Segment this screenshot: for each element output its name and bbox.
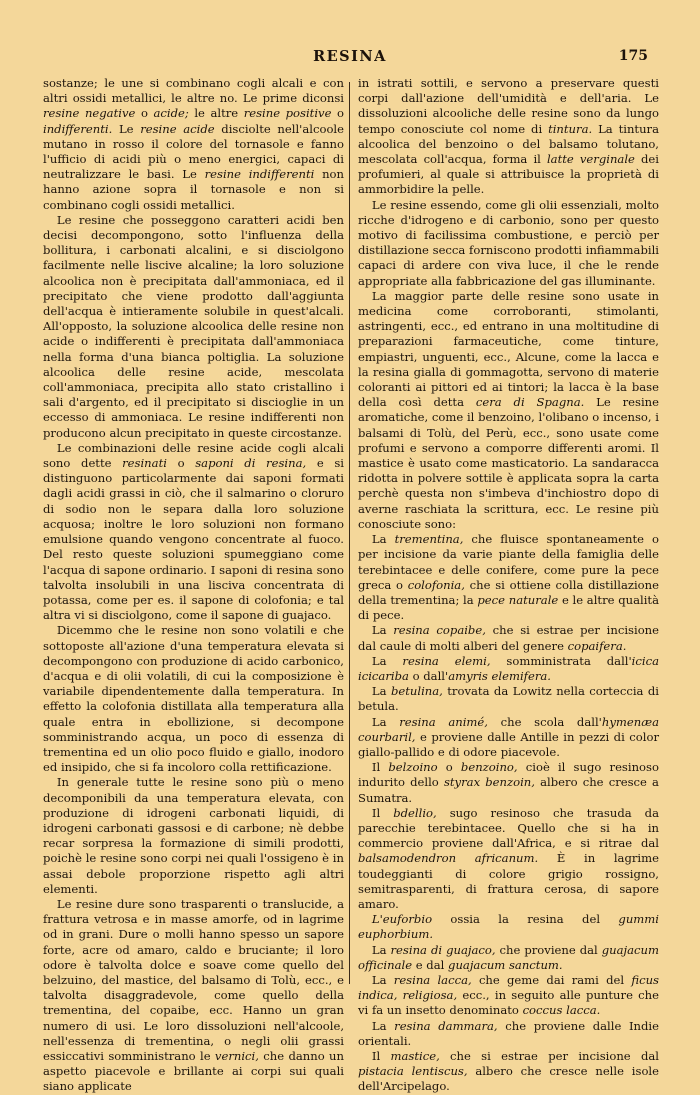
emphasis-run: tintura. — [548, 121, 593, 136]
paragraph — [358, 654, 659, 684]
text-run: ossia la resina del — [432, 912, 619, 927]
paragraph — [358, 715, 659, 761]
emphasis-run: mastice, — [390, 1049, 440, 1063]
text-run: e dal — [412, 957, 449, 972]
text-run: o dall' — [408, 668, 449, 683]
text-run: disciolte nell'alcoole mutano in rosso il colore del tornasole e fanno l'ufficio di acidi più o meno energici, capaci di neutralizzare le basi. Le — [43, 121, 344, 182]
text-run: non hanno azione sopra il tornasole e non si combinano cogli ossidi metallici. — [43, 167, 344, 212]
emphasis-run: benzoino, — [460, 760, 518, 775]
paragraph — [358, 623, 659, 653]
text-run: La — [371, 1018, 395, 1033]
text-run: somministrata dall' — [490, 653, 632, 668]
emphasis-run: guajacum sanctum. — [448, 957, 563, 972]
emphasis-run: coccus lacca. — [522, 1003, 601, 1018]
emphasis-run: resine acide — [140, 121, 215, 136]
text-run: trovata da Lowitz nella corteccia di betula. — [358, 684, 659, 714]
text-run: e si distinguono particolarmente dai saponi formati dagli acidi grassi in ciò, che il salmarino o cloruro di sodio non le separa dalla loro soluzione acquosa; inoltre le loro soluzioni non formano emulsione quando vengono concentrate al fuoco. Del resto queste soluzioni spumeggiano come l'acqua di sapone ordinario. I saponi di resina sono talvolta insolubili in una lisciva concentrata di potassa, come per es. il sapone di colofonia; e tal altra vi si disciolgono, come il sapone di guajaco. — [43, 456, 344, 623]
emphasis-run: acide; — [153, 106, 189, 121]
text-run: Le resine che posseggono caratteri acidi ben decisi decompongono, sotto l'influenza della bollitura, i carbonati alcalini, e si disciolgono facilmente nelle liscive alcaline; la loro soluzione alcoolica non è precipitata dall'ammoniaca, ed il precipitato che viene prodotto dall'aggiunta dell'acqua è intieramente solubile in quest'alcali. All'opposto, la soluzione alcoolica delle resine non acide o indifferenti è precipitata dall'ammoniaca nella forma d'una bianca poltiglia. La soluzione alcoolica delle resine acide, mescolata coll'ammoniaca, precipita allo stato cristallino i sali d'argento, ed il precipitato si discioglie in un eccesso di ammoniaca. Le resine indifferenti non producono alcun precipitato in queste circostanze. — [43, 212, 344, 440]
paragraph — [43, 76, 344, 213]
paragraph — [358, 532, 659, 623]
text-run: La — [371, 623, 394, 638]
text-run: le altre — [188, 106, 244, 121]
paragraph — [358, 943, 659, 973]
emphasis-run: hymenæa courbaril, — [358, 714, 660, 744]
emphasis-run: resina copaibe, — [393, 623, 486, 638]
emphasis-run: belzoino — [388, 760, 438, 775]
paragraph — [358, 912, 659, 942]
emphasis-run: resina elemi, — [402, 653, 491, 668]
emphasis-run: amyris elemifera. — [448, 668, 551, 683]
emphasis-run: gummi euphorbium. — [358, 912, 659, 942]
text-run: Il — [371, 805, 394, 820]
text-run: che proviene dalle Indie orientali. — [358, 1018, 660, 1048]
emphasis-run: vernici, — [214, 1049, 259, 1063]
text-run: In generale tutte le resine sono più o meno decomponibili da una temperatura elevata, con produzione di idrogeni carbonati liquidi, di idrogeni carbonati gassosi e di carbone; nè debbe recar sorpresa la formazione di simili prodotti, poichè le resine sono corpi nei quali l'ossigeno è in assai debole proporzione rispetto agli altri elementi. — [43, 775, 344, 896]
text-run: albero che cresce nelle isole dell'Arcipelago. — [358, 1064, 660, 1094]
emphasis-run: styrax benzoin, — [443, 775, 535, 790]
paragraph — [358, 684, 659, 714]
text-run: e proviene dalle Antille in pezzi di color giallo-pallido e di odore piacevole. — [358, 729, 659, 759]
text-run: o — [166, 456, 196, 471]
header-title: RESINA — [313, 48, 387, 65]
paragraph — [43, 623, 344, 775]
text-run: Dicemmo che le resine non sono volatili e che sottoposte all'azione d'una temperatura elevata si decompongono con produzione di acido carbonico, d'acqua e di olii volatili, di cui la composizione è variabile dipendentemente dalla temperatura. In effetto la colofonia distillata alla temperatura alla quale entra in ebollizione, si decompone somministrando acqua, un poco di essenza di trementina ed un olio poco fluido e giallo, inodoro ed insipido, che si fa incoloro colla rettificazione. — [43, 623, 344, 775]
emphasis-run: resina lacca, — [393, 972, 472, 987]
paragraph — [43, 441, 344, 623]
emphasis-run: resina animé, — [399, 714, 488, 729]
text-run: La — [371, 942, 391, 957]
text-run: Il — [371, 760, 389, 775]
emphasis-run: resine indifferenti — [204, 167, 315, 182]
emphasis-run: cera di Spagna. — [475, 395, 585, 410]
text-run: La — [371, 684, 391, 699]
text-run: che si estrae per incisione dal — [439, 1049, 659, 1063]
paragraph — [43, 775, 344, 897]
paragraph — [43, 213, 344, 441]
page-number: 175 — [618, 48, 648, 64]
text-run: Le combinazioni delle resine acide cogli alcali sono dette — [43, 440, 344, 471]
running-head — [0, 48, 700, 68]
text-run: albero che cresce a Sumatra. — [358, 775, 659, 805]
text-run: Le resine aromatiche, come il benzoino, l'olibano o incenso, i balsami di Tolù, del Perù, ecc., sono usate come profumi e servono a comporre differenti aromi. Il mastice è usato come masticatorio. La sandaracca ridotta in polvere sottile è applicata sopra la carta perchè questa non s'imbeva d'inchiostro dopo di averne raschiata la scrittura, ecc. Le resine più conosciute sono: — [358, 395, 659, 531]
emphasis-run: copaifera. — [567, 638, 627, 653]
text-run: Le resine essendo, come gli olii essenziali, molto ricche d'idrogeno e di carbonio, sono per questo motivo di facilissima combustione, e perciò per distillazione secca forniscono prodotti infiammabili capaci di ardere con viva luce, il che le rende appropriate alla fabbricazione del gas illuminante. — [358, 197, 659, 288]
paragraph — [358, 973, 659, 1019]
text-run: La — [371, 653, 403, 668]
text-run: che si estrae per incisione dal caule di molti alberi del genere — [358, 623, 659, 653]
text-run: cioè il sugo resinoso indurito dello — [358, 760, 659, 790]
text-run: La tintura alcoolica del benzoino o del balsamo tolutano, mescolata coll'acqua, forma il — [358, 121, 659, 167]
emphasis-run: pistacia lentiscus, — [358, 1064, 468, 1079]
text-run: ecc., in seguito alle punture che vi fa un insetto denominato — [358, 988, 660, 1018]
text-run: Le — [112, 121, 141, 136]
column-divider — [349, 82, 350, 984]
text-run: dei profumieri, al quale si attribuisce la proprietà di ammorbidire la pelle. — [358, 152, 659, 197]
emphasis-run: balsamodendron africanum. — [358, 851, 539, 866]
text-run: che si ottiene colla distillazione della trementina; la — [358, 577, 659, 607]
paragraph — [358, 198, 659, 289]
left-column — [43, 76, 344, 1095]
emphasis-run: icica icicariba — [358, 653, 659, 683]
emphasis-run: resinati — [122, 456, 167, 471]
text-run: e le altre qualità di pece. — [358, 592, 659, 623]
emphasis-run: trementina, — [394, 532, 464, 547]
text-run: Le resine dure sono trasparenti o translucide, a frattura vetrosa e in masse amorfe, od in lagrime od in grani. Dure o molli hanno spesso un sapore forte, acre od amaro, caldo e bruciante; il loro odore è talvolta dolce e soave come quello del belzuino, del mastice, del balsamo di Tolù, ecc., e talvolta disaggradevole, come quello della trementina, del copaibe, ecc. Hanno un gran numero di usi. Le loro dissoluzioni nell'alcoole, nell'essenza di trementina, o negli olii grassi essiccativi somministrano le — [43, 896, 344, 1063]
paragraph — [358, 76, 659, 198]
paragraph — [43, 897, 344, 1095]
emphasis-run: ficus indica, religiosa, — [358, 972, 660, 1003]
emphasis-run: colofonia, — [407, 577, 465, 592]
text-run: o — [135, 106, 154, 121]
text-run: che proviene dal — [495, 942, 602, 957]
text-run: o — [331, 106, 344, 121]
text-run: La — [371, 532, 395, 547]
paragraph — [358, 1019, 659, 1049]
text-run: che fluisce spontaneamente o per incisione da varie piante della famiglia delle terebintacee e delle conifere, come pure la pece greca o — [358, 532, 660, 592]
text-run: che scola dall' — [487, 714, 602, 729]
emphasis-run: resina di guajaco, — [390, 942, 496, 957]
emphasis-run: resina dammara, — [394, 1018, 498, 1033]
paragraph — [358, 806, 659, 912]
emphasis-run: latte verginale — [546, 152, 635, 167]
emphasis-run: bdellio, — [393, 805, 437, 820]
text-run: o — [437, 760, 461, 775]
text-run: sostanze; le une si combinano cogli alcali e con altri ossidi metallici, le altre no. Le prime diconsi — [43, 76, 344, 106]
text-run: È in lagrime toudeggianti di colore grigio rossigno, semitrasparenti, di frattura cerosa, di sapore amaro. — [358, 851, 659, 911]
emphasis-run: guajacum officinale — [358, 942, 660, 972]
paragraph — [358, 1049, 659, 1095]
emphasis-run: betulina, — [390, 684, 443, 699]
paragraph — [358, 289, 659, 532]
text-run: La maggior parte delle resine sono usate in medicina come corroboranti, stimolanti, astringenti, ecc., ed entrano in una moltitudine di preparazioni farmaceutiche, come tinture, empiastri, unguenti, ecc., Alcune, come la lacca e la resina gialla di gommagotta, servono di materie coloranti ai pittori ed ai tintori; la lacca è la base della così detta — [358, 288, 659, 410]
text-run: che geme dai rami del — [471, 972, 632, 987]
text-run: in istrati sottili, e servono a preservare questi corpi dall'azione dell'umidità e dell'aria. Le dissoluzioni alcooliche delle resine sono da lungo tempo conosciute col nome di — [358, 76, 659, 136]
text-run: La — [371, 972, 394, 987]
text-run: che danno un aspetto piacevole e brillante ai corpi sui quali siano applicate — [43, 1049, 344, 1094]
emphasis-run: pece naturale — [477, 592, 559, 607]
paragraph — [358, 760, 659, 806]
right-column — [358, 76, 659, 1095]
emphasis-run: resine positive — [243, 106, 332, 121]
text-run: sugo resinoso che trasuda da parecchie terebintacee. Quello che si ha in commercio proviene dall'Africa, e si ritrae dal — [358, 805, 659, 851]
emphasis-run: resine negative — [43, 106, 136, 121]
emphasis-run: L'euforbio — [371, 912, 433, 927]
text-run: Il — [371, 1049, 391, 1063]
emphasis-run: indifferenti. — [43, 121, 113, 136]
emphasis-run: saponi di resina, — [195, 456, 307, 471]
text-run: La — [371, 714, 400, 729]
